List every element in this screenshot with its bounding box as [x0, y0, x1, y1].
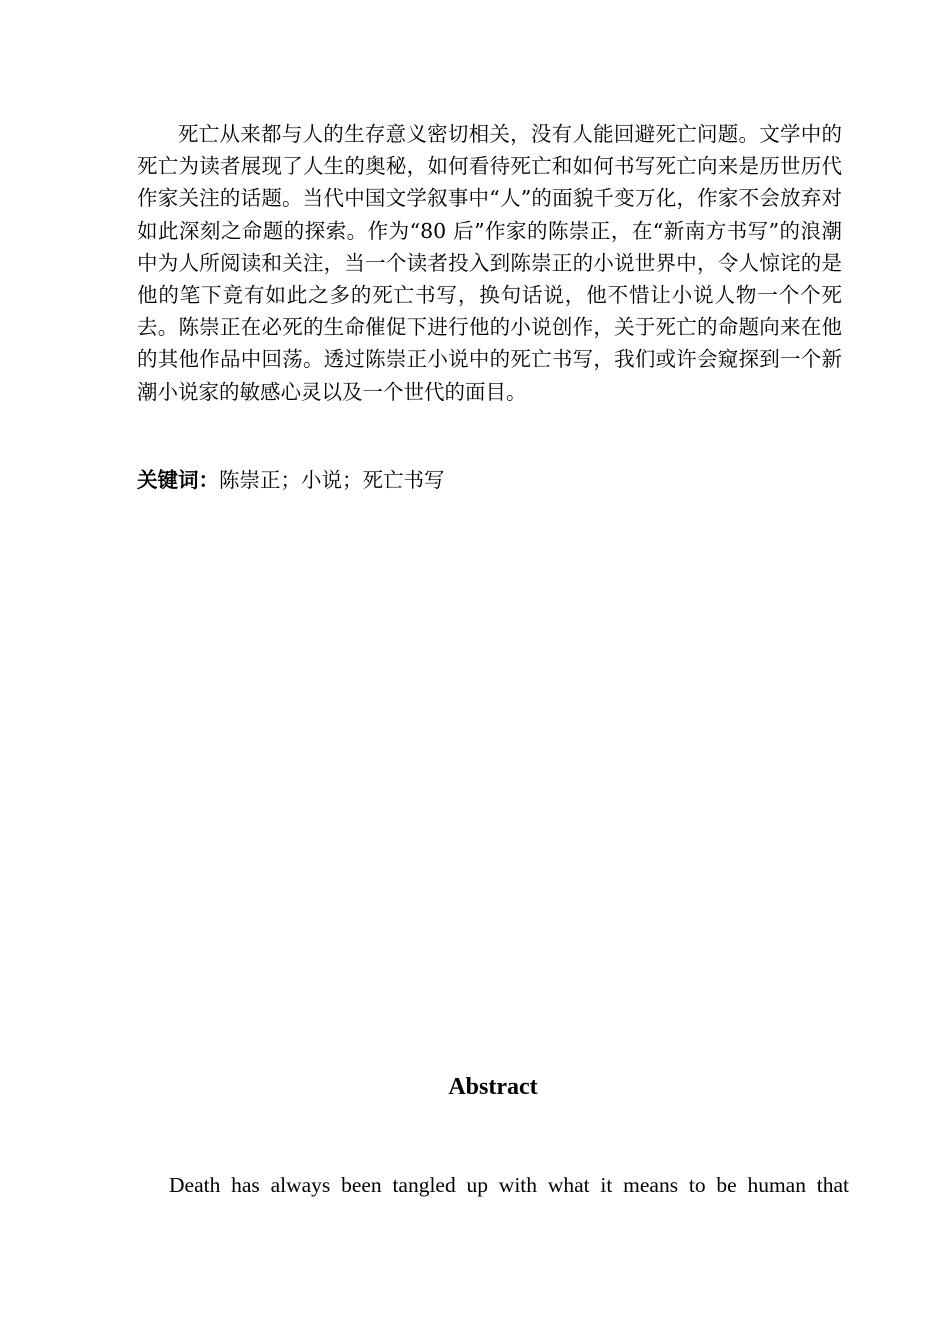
chinese-abstract-body: 死亡从来都与人的生存意义密切相关，没有人能回避死亡问题。文学中的死亡为读者展现了人生的奥秘，如何看待死亡和如何书写死亡向来是历世历代作家关注的话题。当代中国文学叙事中“人”的面貌千变万化，作家不会放弃对如此深刻之命题的探索。作为“80 后”作家的陈崇正，在“新南方书写”的浪潮中为人所阅读和关注，当一个读者投入到陈崇正的小说世界中，令人惊诧的是他的笔下竟有如此之多的死亡书写，换句话说，他不惜让小说人物一个个死去。陈崇正在必死的生命催促下进行他的小说创作，关于死亡的命题向来在他的其他作品中回荡。透过陈崇正小说中的死亡书写，我们或许会窥探到一个新潮小说家的敏感心灵以及一个世代的面目。	[137, 122, 842, 404]
keywords-line	[137, 464, 842, 496]
keywords-values: 陈崇正；小说；死亡书写	[219, 468, 445, 492]
english-abstract-heading-text: Abstract	[448, 1074, 538, 1100]
english-abstract-first-line: Death has always been tangled up with what it means to be human that	[169, 1173, 849, 1197]
english-abstract-heading	[137, 1070, 849, 1104]
keywords-label: 关键词：	[137, 468, 219, 492]
